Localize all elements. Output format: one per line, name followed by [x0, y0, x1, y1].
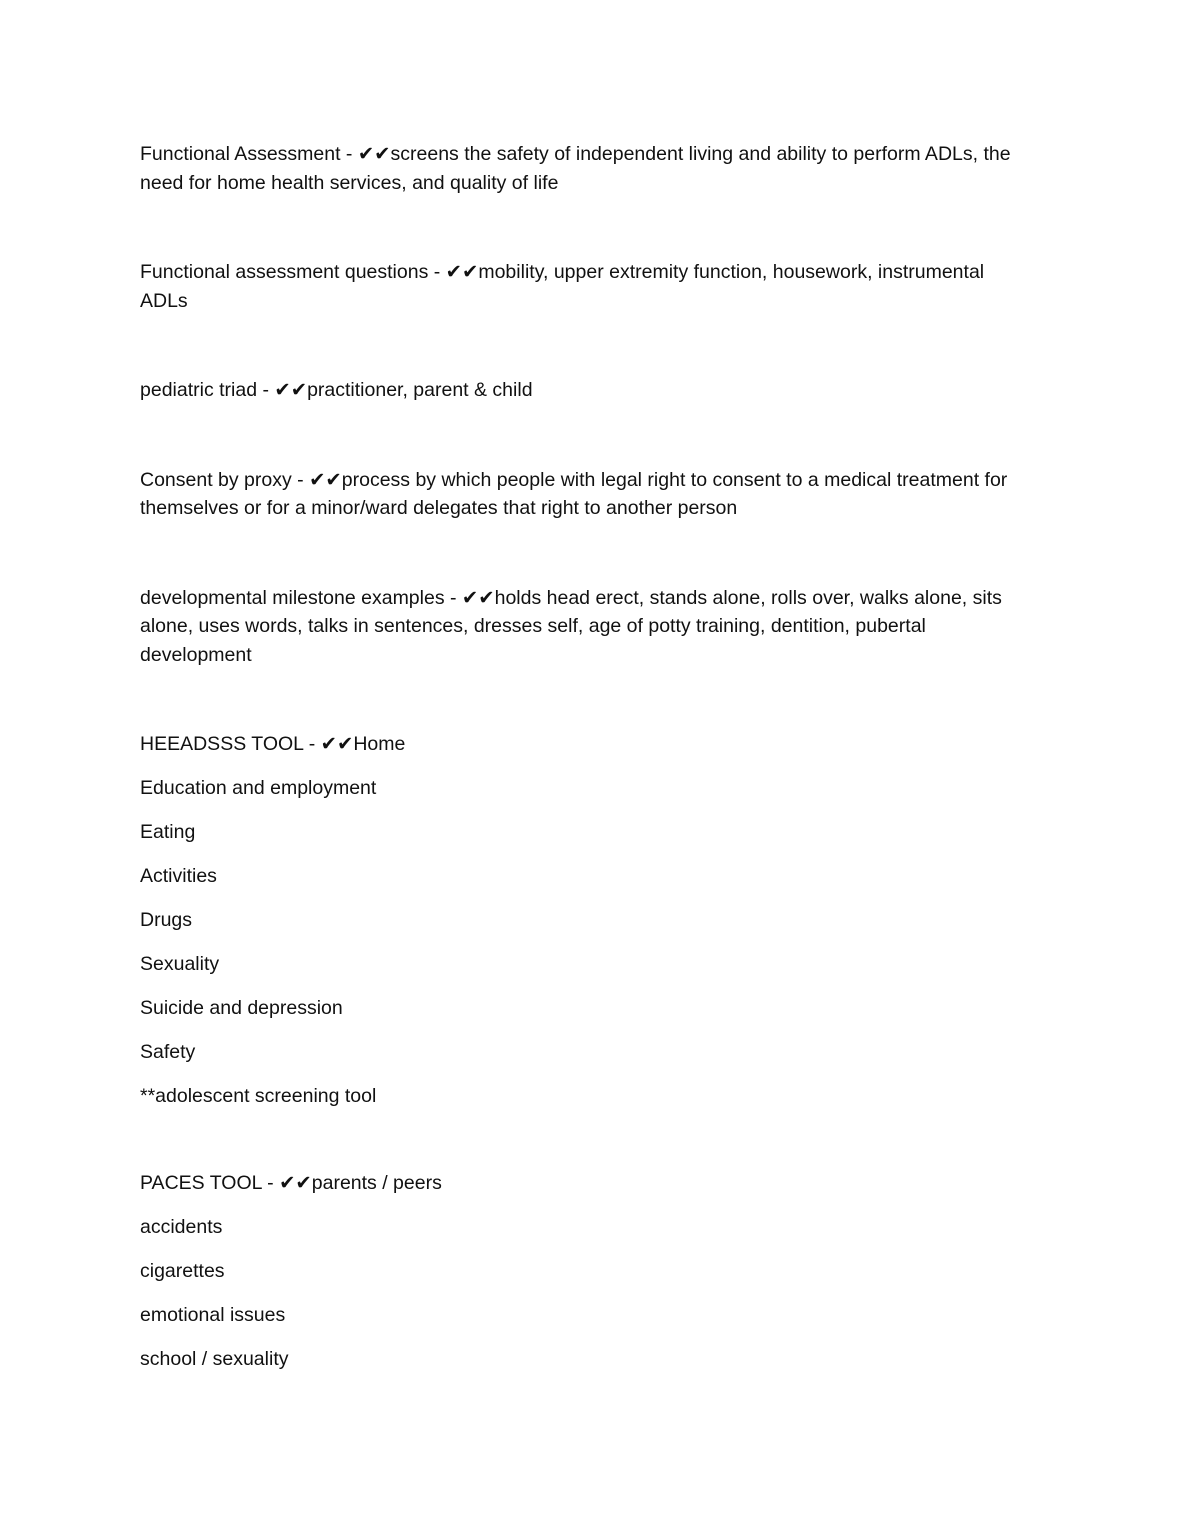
heeadsss-line: Activities	[140, 865, 217, 887]
heeadsss-line: **adolescent screening tool	[140, 1085, 377, 1107]
double-check-icon: ✔✔	[445, 261, 479, 283]
double-check-icon: ✔✔	[320, 733, 354, 755]
paces-line: accidents	[140, 1216, 223, 1238]
heeadsss-line: Safety	[140, 1041, 196, 1063]
entry-definition: holds head erect, stands alone, rolls over, walks alone, sits alone, uses words, talks in sentences, dresses self, age of potty training, dentition, pubertal development	[140, 586, 1002, 666]
entry-consent-by-proxy	[140, 466, 1030, 523]
heeadsss-line: Drugs	[140, 909, 193, 931]
heeadsss-block	[140, 730, 1030, 1126]
entry-definition: screens the safety of independent living and ability to perform ADLs, the need for home health services, and quality of life	[140, 143, 1011, 194]
paces-line: cigarettes	[140, 1260, 225, 1282]
entry-term: pediatric triad -	[140, 379, 275, 401]
entry-functional-assessment	[140, 140, 1030, 197]
double-check-icon: ✔✔	[309, 468, 342, 491]
double-check-icon: ✔✔	[279, 1172, 312, 1194]
double-check-icon: ✔✔	[461, 586, 495, 609]
double-check-icon: ✔✔	[274, 379, 308, 401]
entry-term: Consent by proxy -	[140, 468, 310, 491]
entry-definition: Home	[353, 733, 406, 755]
entry-developmental-milestones	[140, 584, 1030, 670]
entry-functional-assessment-questions	[140, 258, 1030, 315]
entry-term: developmental milestone examples -	[140, 586, 462, 609]
paces-line: school / sexuality	[140, 1348, 289, 1370]
heeadsss-line: Suicide and depression	[140, 997, 343, 1019]
entry-definition: parents / peers	[311, 1172, 442, 1194]
paces-heading	[140, 1169, 1030, 1213]
heeadsss-line: Education and employment	[140, 777, 377, 799]
entry-definition: process by which people with legal right to consent to a medical treatment for themselves or for a minor/ward delegates that right to another person	[140, 468, 1008, 519]
entry-term: PACES TOOL -	[140, 1172, 280, 1194]
document-page	[140, 140, 1030, 1389]
entry-definition: mobility, upper extremity function, housework, instrumental ADLs	[140, 261, 985, 312]
entry-term: HEEADSSS TOOL -	[140, 733, 321, 755]
entry-term: Functional assessment questions -	[140, 261, 446, 283]
heeadsss-line: Eating	[140, 821, 196, 843]
heeadsss-line: Sexuality	[140, 953, 220, 975]
paces-line: emotional issues	[140, 1304, 286, 1326]
entry-term: Functional Assessment -	[140, 143, 358, 165]
entry-pediatric-triad	[140, 376, 1030, 405]
entry-definition: practitioner, parent & child	[307, 379, 533, 401]
double-check-icon: ✔✔	[357, 143, 391, 165]
heeadsss-heading	[140, 730, 1030, 774]
paces-block	[140, 1169, 1030, 1389]
